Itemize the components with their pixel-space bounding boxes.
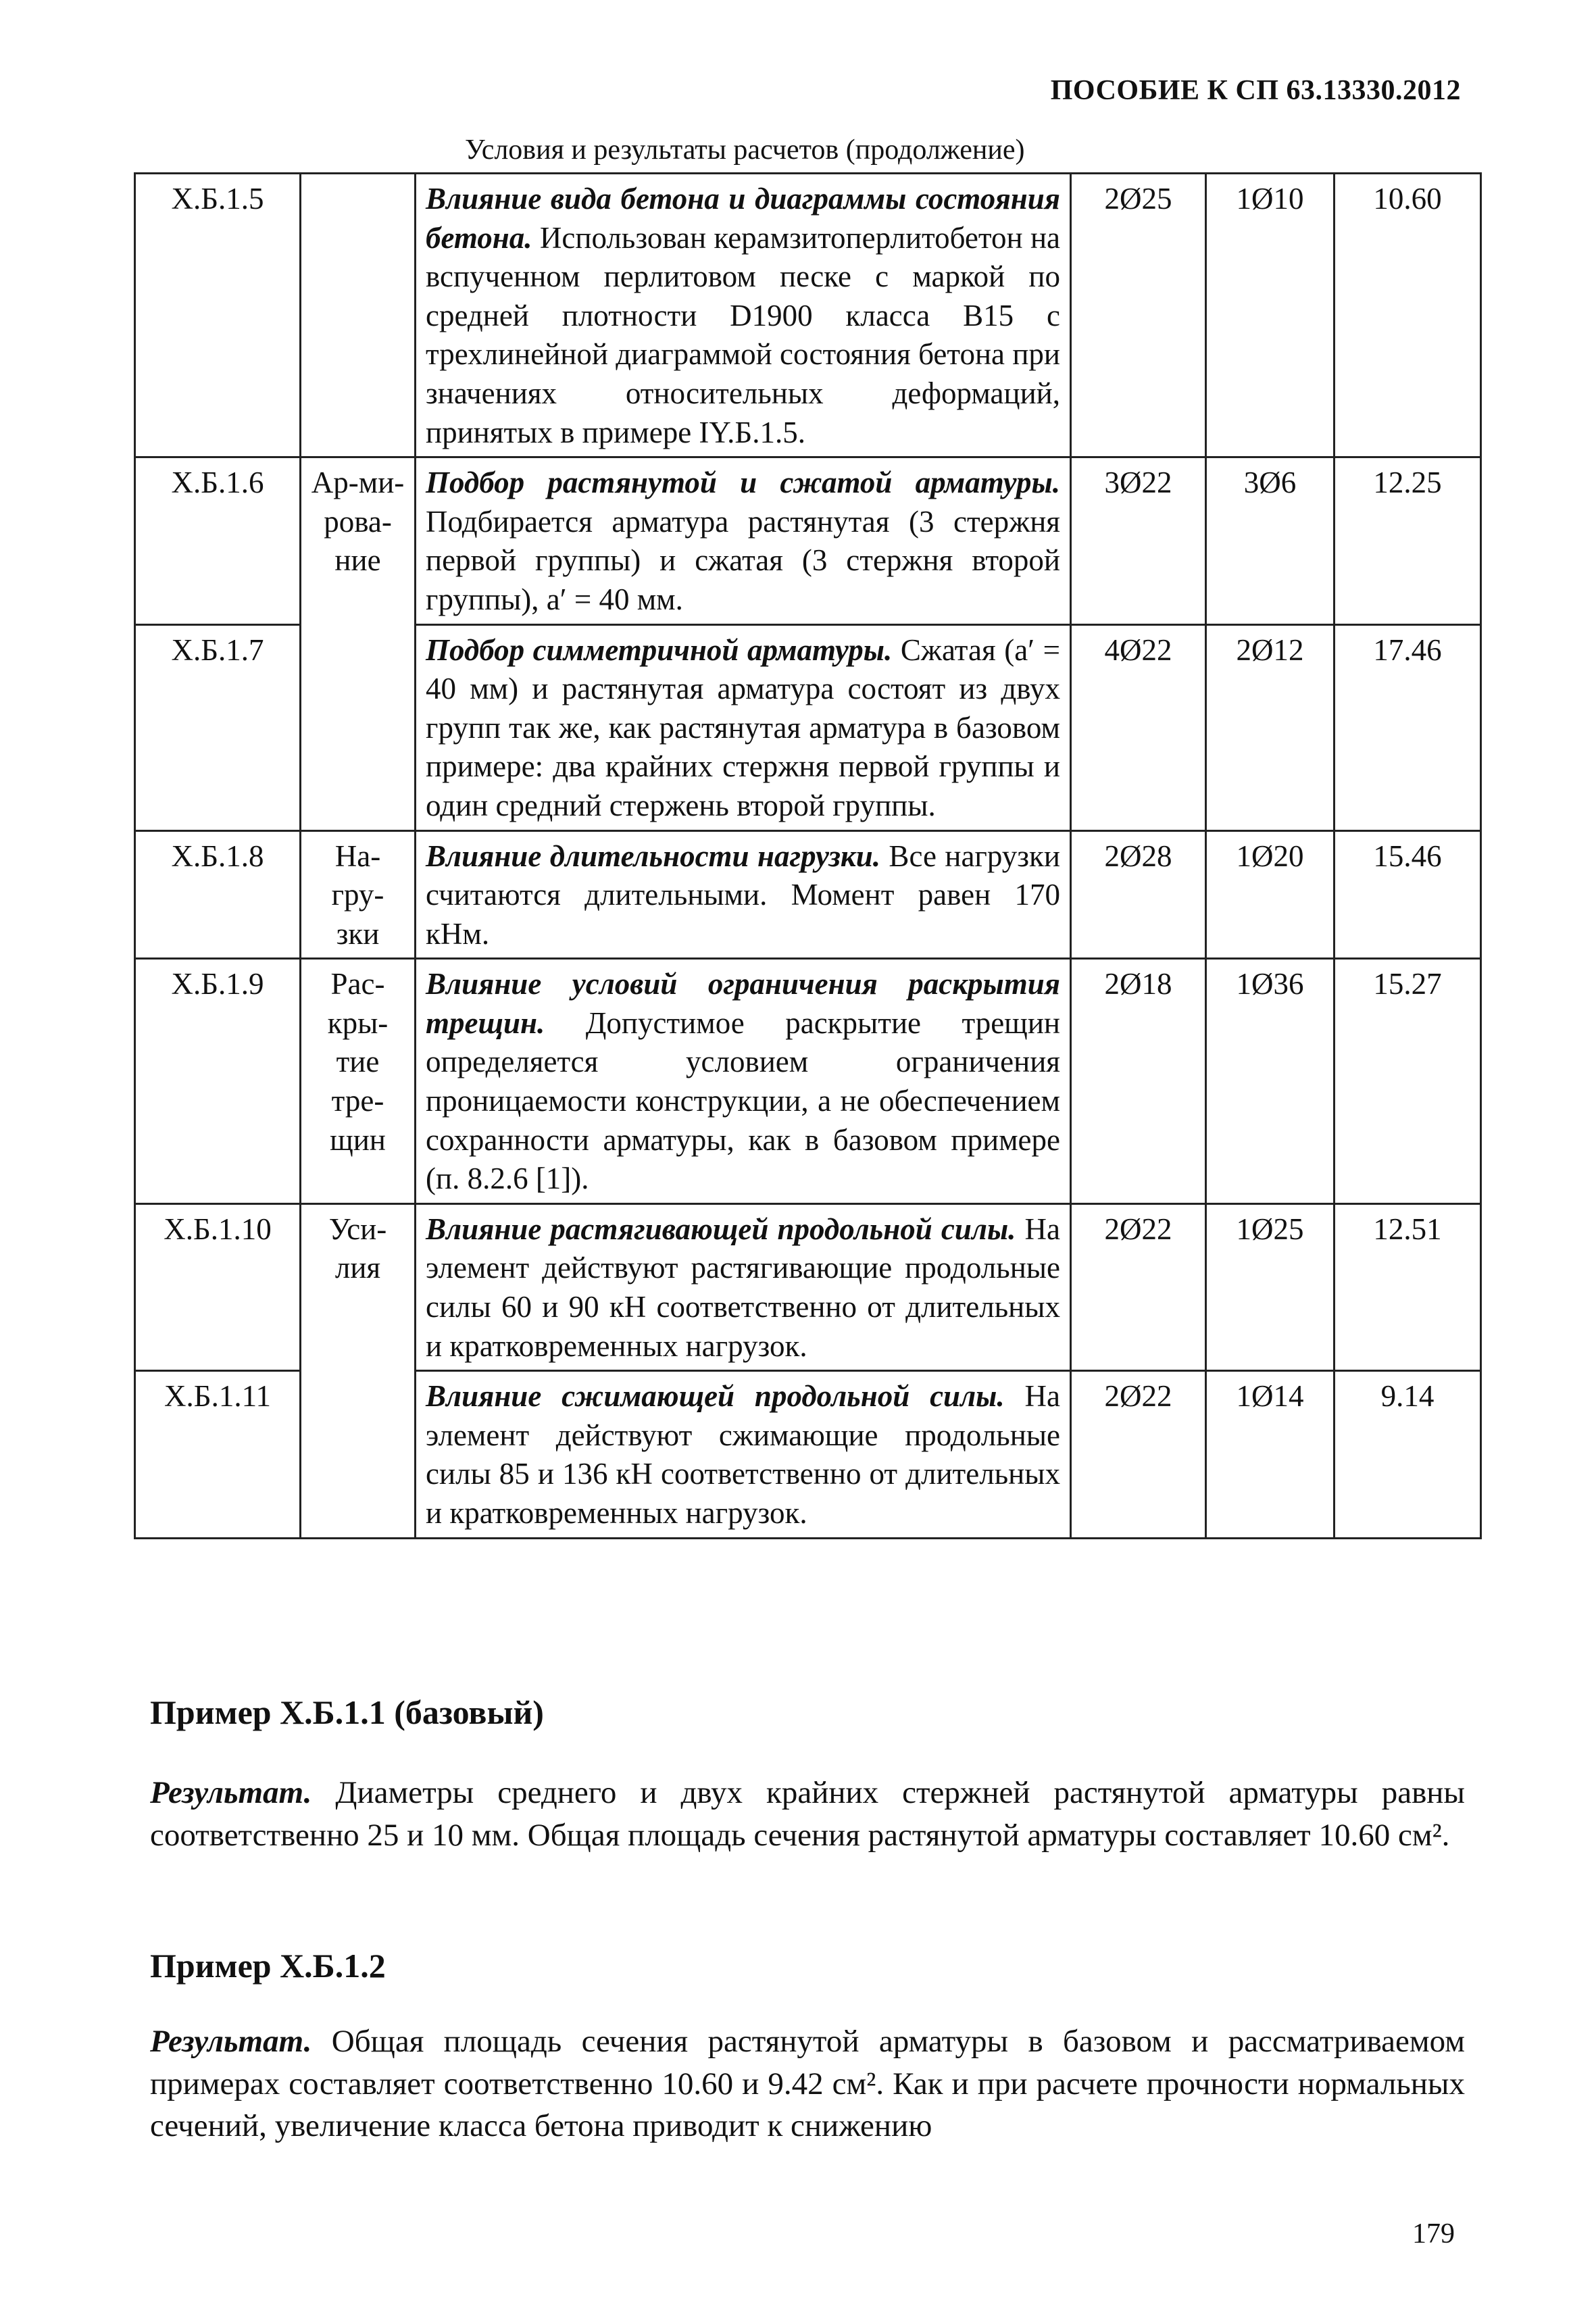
description-title: Влияние вида бетона и диаграммы состояния бетона. [426,182,1060,255]
rebar-outer: 2Ø25 [1071,174,1206,457]
result-lead: Результат. [150,2024,312,2059]
group-label: Рас-кры-тие тре-щин [301,959,416,1204]
description-title: Влияние условий ограничения раскрытия трещин. [426,967,1060,1040]
description-cell [416,1203,1071,1370]
table-row [135,457,1481,624]
description-cell [416,624,1071,830]
example-id: Х.Б.1.11 [135,1371,301,1538]
document-header: ПОСОБИЕ К СП 63.13330.2012 [1050,75,1461,106]
description-title: Подбор растянутой и сжатой арматуры. [426,466,1060,500]
example-heading: Пример Х.Б.1.2 [150,1947,386,1985]
rebar-area: 17.46 [1335,624,1481,830]
description-text: Сжатая (a′ = 40 мм) и растянутая арматура состоят из двух групп так же, как растянутая арматура в базовом примере: два крайних стержня первой группы и один средний стержень второй группы. [426,632,1060,822]
table-caption: Условия и результаты расчетов (продолжение) [465,134,1025,166]
rebar-outer: 3Ø22 [1071,457,1206,624]
rebar-outer: 2Ø28 [1071,830,1206,959]
description-text: Подбирается арматура растянутая (3 стержня первой группы) и сжатая (3 стержня второй группы), a′ = 40 мм. [426,504,1060,616]
example-id: Х.Б.1.5 [135,174,301,457]
rebar-outer: 2Ø18 [1071,959,1206,1204]
example-id: Х.Б.1.10 [135,1203,301,1370]
group-label: Уси-лия [301,1203,416,1538]
description-cell [416,174,1071,457]
example-id: Х.Б.1.7 [135,624,301,830]
table-row [135,174,1481,457]
table-row [135,830,1481,959]
description-title: Подбор симметричной арматуры. [426,632,893,667]
description-cell [416,830,1071,959]
description-title: Влияние длительности нагрузки. [426,839,881,873]
description-cell [416,1371,1071,1538]
rebar-area: 12.25 [1335,457,1481,624]
rebar-area: 15.27 [1335,959,1481,1204]
rebar-outer: 2Ø22 [1071,1371,1206,1538]
example-id: Х.Б.1.9 [135,959,301,1204]
rebar-outer: 4Ø22 [1071,624,1206,830]
example-heading: Пример Х.Б.1.1 (базовый) [150,1693,544,1731]
description-text: На элемент действуют сжимающие продольные силы 85 и 136 кН соответственно от длительных и кратковременных нагрузок. [426,1379,1060,1530]
description-title: Влияние растягивающей продольной силы. [426,1212,1016,1246]
rebar-middle: 1Ø25 [1206,1203,1335,1370]
description-cell [416,457,1071,624]
description-cell [416,959,1071,1204]
example-result [150,2020,1465,2147]
description-text: Использован керамзитоперлитобетон на вспученном перлитовом песке с маркой по средней плотности D1900 класса B15 с трехлинейной диаграммой состояния бетона при значениях относительных деформаций, принятых в примере IY.Б.1.5. [426,220,1060,449]
rebar-middle: 1Ø14 [1206,1371,1335,1538]
example-id: Х.Б.1.6 [135,457,301,624]
result-text: Общая площадь сечения растянутой арматуры в базовом и рассматриваемом примерах составляет соответственно 10.60 и 9.42 см². Как и при расчете прочности нормальных сечений, увеличение класса бетона приводит к снижению [150,2024,1465,2143]
results-table [134,172,1482,1539]
example-result [150,1772,1465,1856]
group-label: Ар-ми-рова-ние [301,457,416,830]
page-number: 179 [1412,2218,1455,2249]
description-text: На элемент действуют растягивающие продольные силы 60 и 90 кН соответственно от длительных и кратковременных нагрузок. [426,1212,1060,1363]
group-label: На-гру-зки [301,830,416,959]
description-text: Все нагрузки считаются длительными. Момент равен 170 кНм. [426,839,1061,951]
table-row [135,959,1481,1204]
rebar-middle: 2Ø12 [1206,624,1335,830]
result-lead: Результат. [150,1775,312,1810]
rebar-outer: 2Ø22 [1071,1203,1206,1370]
group-label [301,174,416,457]
example-id: Х.Б.1.8 [135,830,301,959]
description-title: Влияние сжимающей продольной силы. [426,1379,1005,1414]
rebar-area: 10.60 [1335,174,1481,457]
rebar-area: 9.14 [1335,1371,1481,1538]
result-text: Диаметры среднего и двух крайних стержней растянутой арматуры равны соответственно 25 и 10 мм. Общая площадь сечения растянутой арматуры составляет 10.60 см². [150,1775,1465,1853]
rebar-middle: 1Ø36 [1206,959,1335,1204]
rebar-area: 12.51 [1335,1203,1481,1370]
table-row [135,1203,1481,1370]
rebar-middle: 1Ø20 [1206,830,1335,959]
rebar-area: 15.46 [1335,830,1481,959]
description-text: Допустимое раскрытие трещин определяется условием ограничения проницаемости конструкции, а не обеспечением сохранности арматуры, как в базовом примере (п. 8.2.6 [1]). [426,1005,1060,1196]
rebar-middle: 3Ø6 [1206,457,1335,624]
rebar-middle: 1Ø10 [1206,174,1335,457]
